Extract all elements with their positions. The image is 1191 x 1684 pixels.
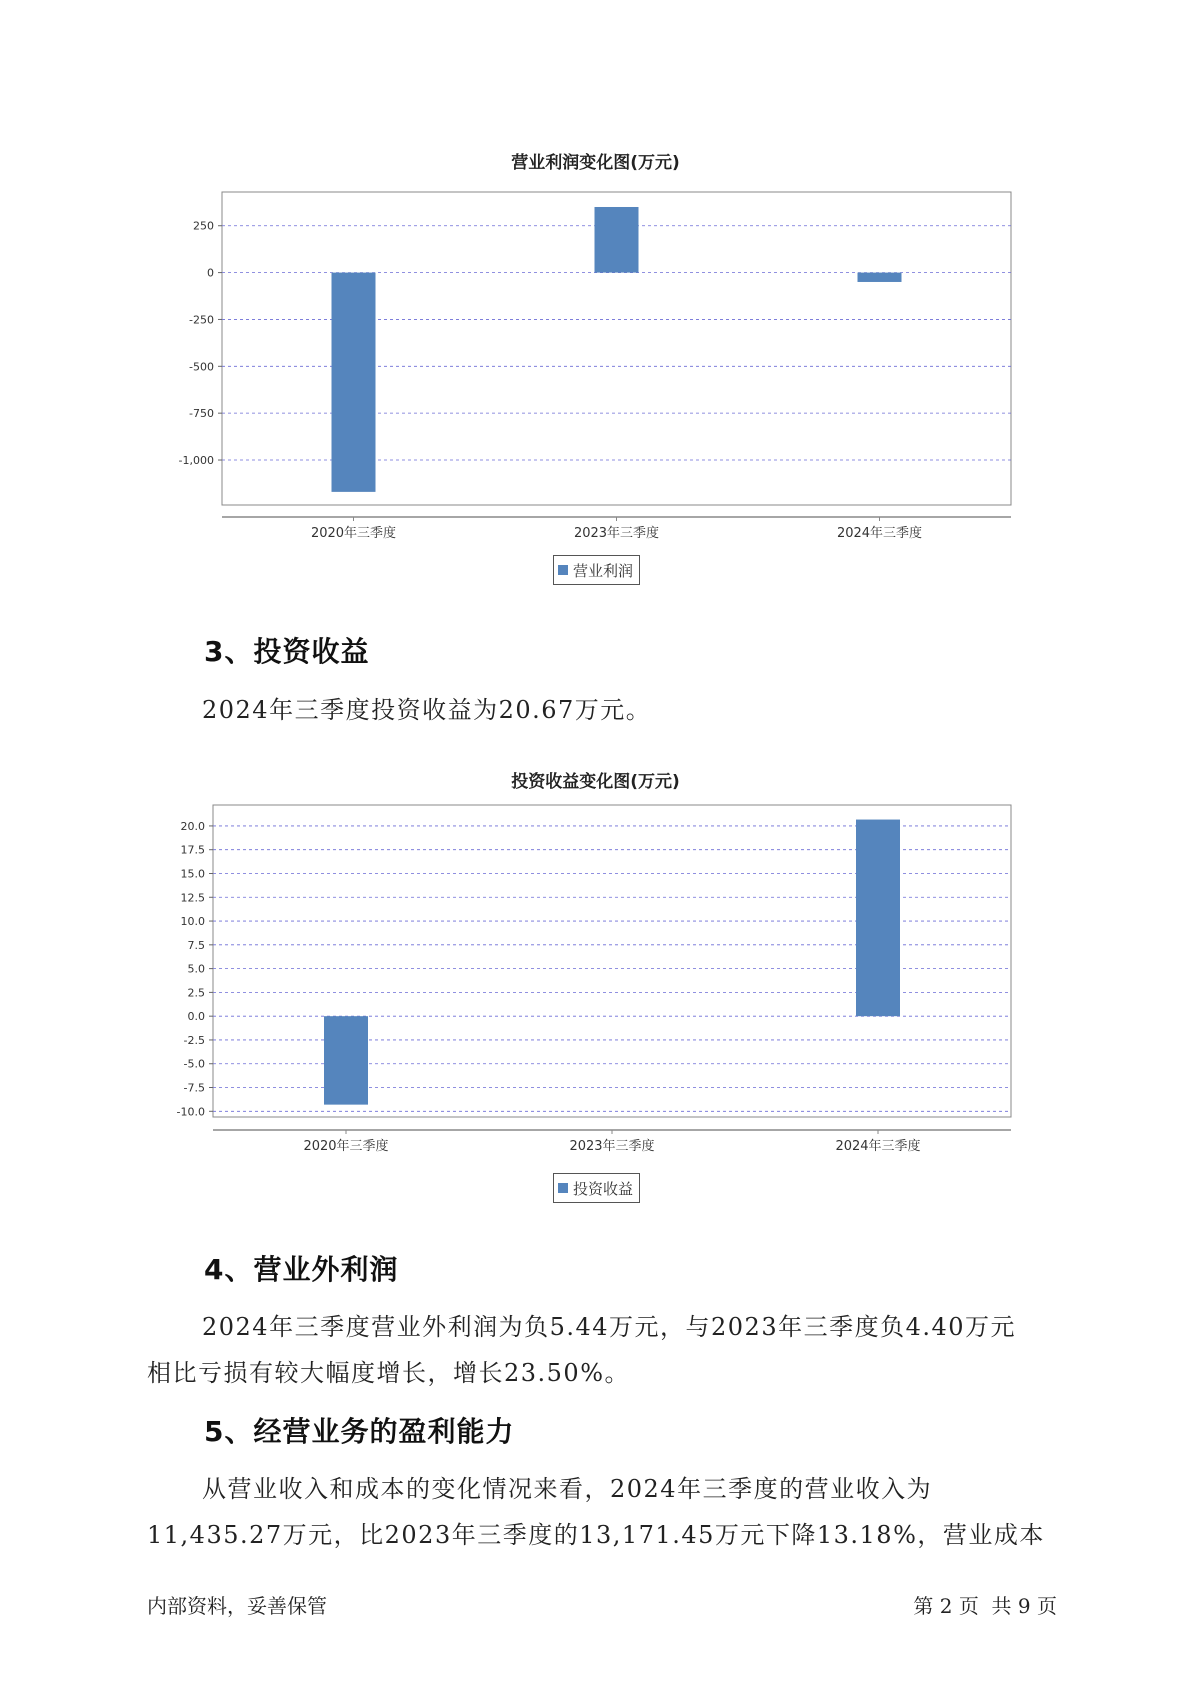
bar [324,1016,368,1104]
y-tick-label: 15.0 [180,867,205,881]
y-tick-label: -500 [189,360,214,374]
y-tick-label: -1,000 [178,454,214,468]
y-tick-label: 2.5 [187,986,205,1000]
section4-paragraph-line1: 2024年三季度营业外利润为负5.44万元，与2023年三季度负4.40万元 [202,1313,1017,1341]
y-tick-label: 250 [193,219,214,233]
bar [858,273,902,282]
chart2-investment-income [0,790,1191,1190]
x-tick-label: 2023年三季度 [573,526,660,541]
chart1-legend-label: 营业利润 [573,561,634,580]
y-tick-label: -750 [189,407,214,421]
section5-paragraph-line2: 11,435.27万元，比2023年三季度的13,171.45万元下降13.18%，营业成本 [147,1521,1045,1549]
legend-swatch [558,565,568,575]
bar [595,207,639,273]
y-tick-label: 0 [207,266,214,280]
y-tick-label: -2.5 [183,1033,205,1047]
section3-paragraph: 2024年三季度投资收益为20.67万元。 [202,696,652,724]
x-tick-label: 2020年三季度 [310,526,397,541]
section5-paragraph-line1: 从营业收入和成本的变化情况来看，2024年三季度的营业收入为 [202,1475,933,1503]
footer-page-number: 第 2 页 共 9 页 [913,1594,1057,1618]
x-tick-label: 2023年三季度 [569,1139,655,1154]
x-tick-label: 2020年三季度 [303,1139,389,1154]
chart2-legend-label: 投资收益 [573,1179,634,1198]
footer-left: 内部资料，妥善保管 [147,1594,327,1618]
y-tick-label: -250 [189,313,214,327]
x-tick-label: 2024年三季度 [836,526,923,541]
chart2-title: 投资收益变化图(万元) [511,772,680,792]
y-tick-label: 12.5 [180,891,205,905]
y-tick-label: -7.5 [183,1081,205,1095]
section4-heading: 4、营业外利润 [204,1253,399,1286]
y-tick-label: 17.5 [180,843,205,857]
chart1-title: 营业利润变化图(万元) [511,153,680,173]
legend-swatch [558,1183,568,1193]
y-tick-label: -5.0 [183,1057,205,1071]
y-tick-label: 7.5 [187,938,205,952]
x-tick-label: 2024年三季度 [835,1139,921,1154]
y-tick-label: 0.0 [187,1010,205,1024]
bar [856,820,900,1017]
chart1-legend [553,555,640,585]
section3-heading: 3、投资收益 [204,635,370,668]
y-tick-label: 10.0 [180,915,205,929]
y-tick-label: 5.0 [187,962,205,976]
chart2-legend [553,1173,640,1203]
y-tick-label: -10.0 [176,1105,205,1119]
chart1-operating-profit [0,170,1191,690]
section4-paragraph-line2: 相比亏损有较大幅度增长，增长23.50%。 [147,1359,631,1387]
y-tick-label: 20.0 [180,819,205,833]
bar [332,273,376,492]
section5-heading: 5、经营业务的盈利能力 [204,1415,515,1448]
